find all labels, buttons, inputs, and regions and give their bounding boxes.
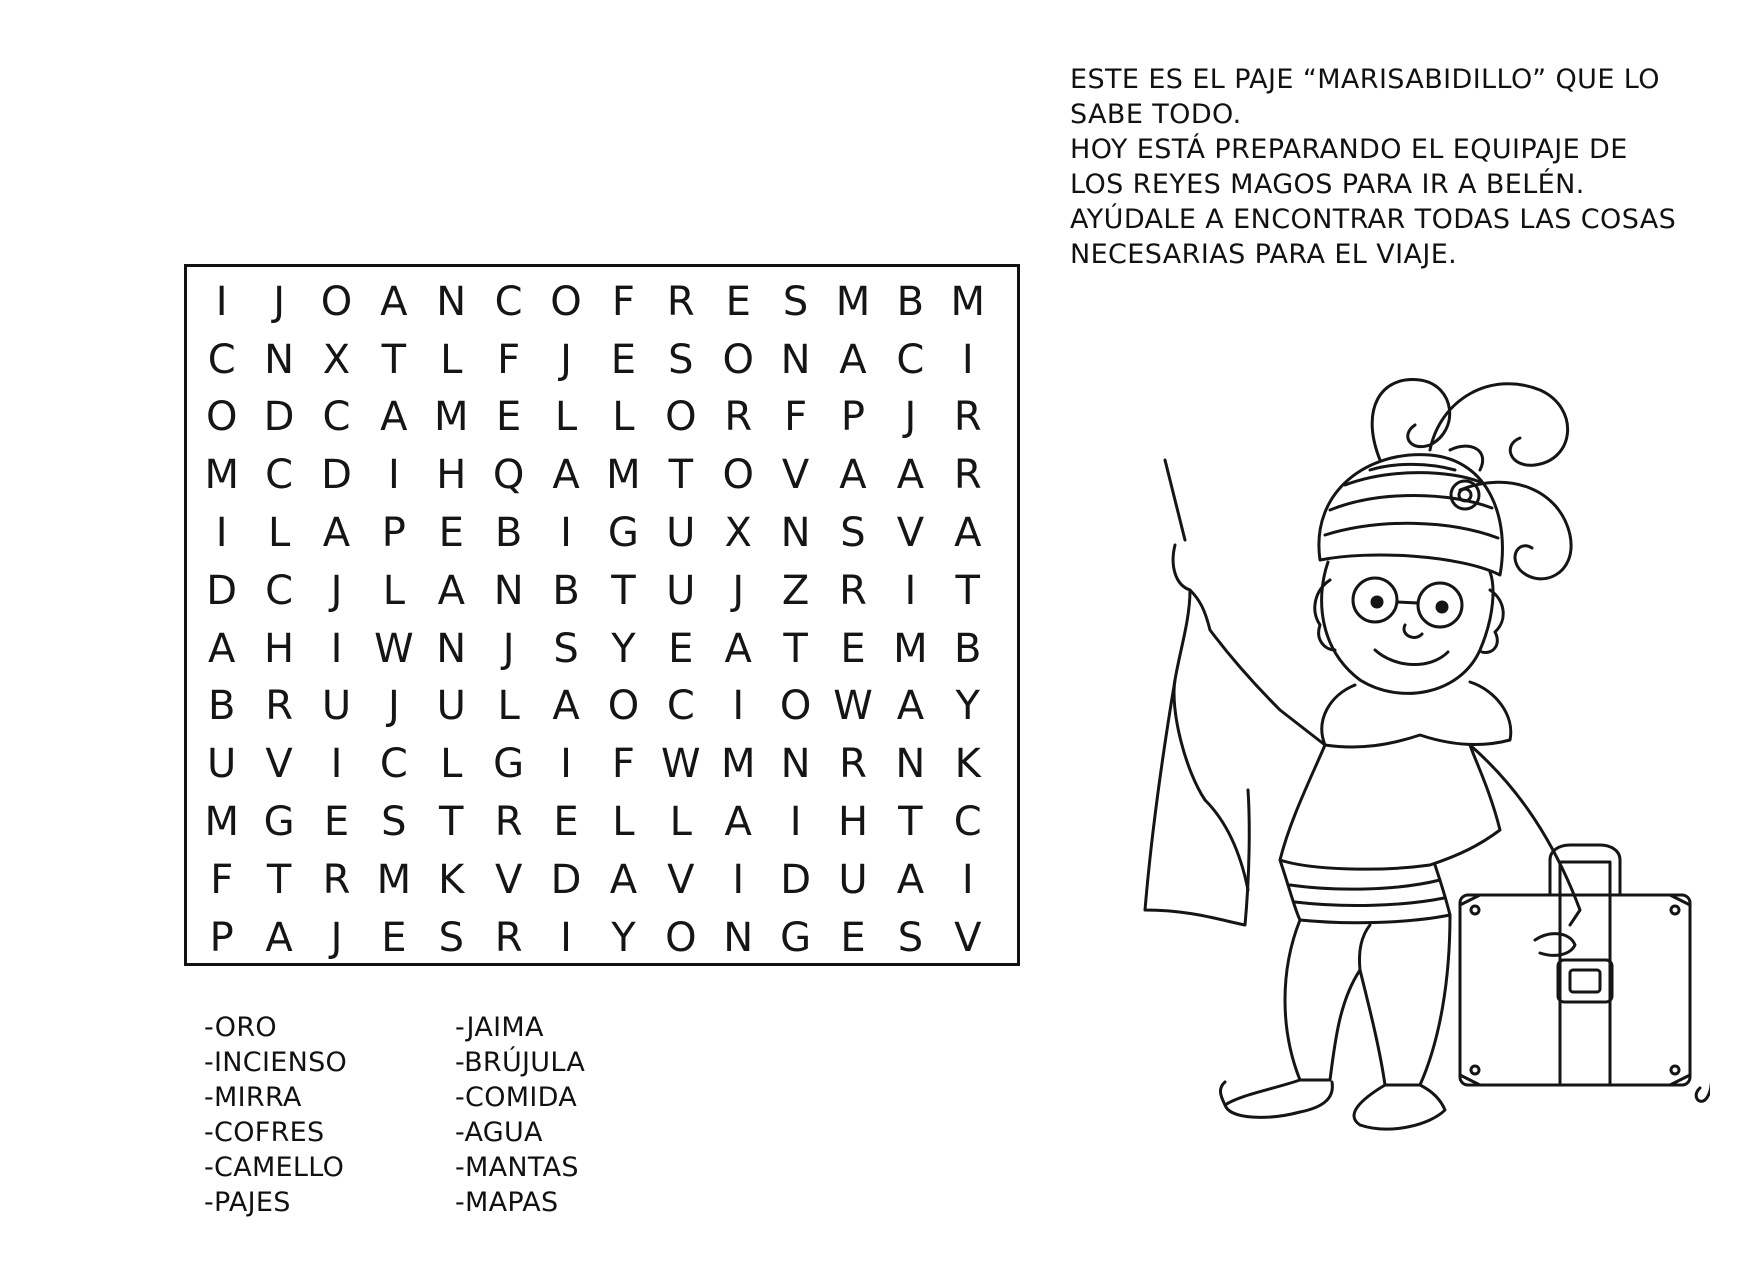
grid-letter: B xyxy=(954,625,982,672)
suitcase-strap xyxy=(1560,895,1610,1085)
grid-letter: L xyxy=(440,336,463,383)
grid-letter: B xyxy=(494,510,523,557)
suitcase-buckle xyxy=(1558,960,1612,1002)
grid-letter: E xyxy=(840,914,866,961)
grid-letter: O xyxy=(779,683,812,730)
grid-letter: L xyxy=(612,799,635,846)
grid-letter: J xyxy=(273,278,285,325)
grid-letter: S xyxy=(897,914,924,961)
grid-letter: I xyxy=(732,856,745,903)
grid-letter: L xyxy=(440,741,463,788)
grid-letter: A xyxy=(380,394,408,441)
hand-on-suitcase xyxy=(1535,934,1575,956)
grid-letter: W xyxy=(661,741,701,788)
grid-letter: V xyxy=(781,452,810,499)
instruction-line: HOY ESTÁ PREPARANDO EL EQUIPAJE DE xyxy=(1070,134,1628,165)
grid-letter: A xyxy=(724,799,752,846)
word-list-item: -COFRES xyxy=(204,1117,325,1148)
grid-letter: V xyxy=(896,510,925,557)
instruction-line: LOS REYES MAGOS PARA IR A BELÉN. xyxy=(1070,169,1585,200)
grid-letter: T xyxy=(898,799,923,846)
grid-letter: A xyxy=(265,914,293,961)
head xyxy=(1322,562,1493,693)
grid-letter: Y xyxy=(611,914,636,961)
grid-letter: I xyxy=(961,336,974,383)
left-shoe xyxy=(1225,1080,1332,1117)
tunic xyxy=(1280,745,1500,869)
grid-letter: R xyxy=(494,914,523,961)
grid-letter: D xyxy=(321,452,352,499)
grid-letter: M xyxy=(204,799,239,846)
grid-letter: I xyxy=(215,278,228,325)
grid-letter: T xyxy=(783,625,808,672)
page-character-illustration xyxy=(1130,350,1710,1210)
grid-letter: A xyxy=(896,452,925,499)
word-list-item: -COMIDA xyxy=(455,1082,577,1113)
instruction-text xyxy=(1070,62,1740,272)
grid-letter: M xyxy=(835,278,871,325)
grid-letter: G xyxy=(263,799,295,846)
grid-letter: E xyxy=(496,394,522,441)
grid-letter: J xyxy=(560,336,572,383)
grid-letter: R xyxy=(494,799,523,846)
grid-letter: M xyxy=(893,625,928,672)
grid-letter: P xyxy=(840,394,866,441)
grid-letter: L xyxy=(497,683,520,730)
grid-letter: A xyxy=(896,683,925,730)
grid-letter: W xyxy=(374,625,414,672)
grid-letter: D xyxy=(550,856,582,903)
grid-letter: S xyxy=(553,625,579,672)
grid-letter: Q xyxy=(492,452,525,499)
grid-letter: U xyxy=(436,683,466,730)
grid-letter: E xyxy=(438,510,464,557)
grid-letter: I xyxy=(904,567,917,614)
grid-letter: G xyxy=(780,914,812,961)
grid-letter: W xyxy=(833,683,873,730)
grid-letter: L xyxy=(669,799,692,846)
feather-plume xyxy=(1430,384,1568,466)
grid-letter: B xyxy=(552,567,580,614)
grid-letter: O xyxy=(607,683,640,730)
grid-letter: J xyxy=(330,914,343,961)
grid-letter: A xyxy=(896,856,925,903)
grid-letter: T xyxy=(381,336,407,383)
grid-letter: L xyxy=(554,394,578,441)
grid-letter: M xyxy=(606,452,641,499)
grid-letter: M xyxy=(376,856,412,903)
grid-letter: O xyxy=(722,452,754,499)
grid-letter: A xyxy=(954,510,982,557)
trousers xyxy=(1285,915,1450,1085)
grid-letter: F xyxy=(611,278,635,325)
grid-letter: I xyxy=(560,510,572,557)
grid-letter: V xyxy=(954,914,982,961)
word-list-item: -JAIMA xyxy=(455,1012,544,1043)
grid-letter: V xyxy=(667,856,695,903)
grid-letter: Y xyxy=(955,683,980,730)
grid-letter: B xyxy=(896,278,925,325)
grid-letter: X xyxy=(322,336,351,383)
grid-letter: E xyxy=(610,336,637,383)
grid-letter: T xyxy=(611,567,636,614)
grid-letter: O xyxy=(205,394,238,441)
grid-letter: L xyxy=(267,510,291,557)
grid-letter: S xyxy=(381,799,407,846)
artist-signature xyxy=(1696,1040,1710,1102)
grid-letter: R xyxy=(666,278,695,325)
word-list-item: -MIRRA xyxy=(204,1082,302,1113)
grid-letter: K xyxy=(438,856,465,903)
word-list-item: -AGUA xyxy=(455,1117,543,1148)
grid-letter: L xyxy=(612,394,635,441)
word-list-item: -MANTAS xyxy=(455,1152,579,1183)
grid-letter: C xyxy=(265,452,294,499)
grid-letter: P xyxy=(209,914,234,961)
grid-letter: D xyxy=(263,394,295,441)
word-list-item: -MAPAS xyxy=(455,1187,559,1218)
grid-letter: Y xyxy=(611,625,636,672)
grid-letter: O xyxy=(665,394,697,441)
grid-letter: A xyxy=(437,567,465,614)
instruction-line: NECESARIAS PARA EL VIAJE. xyxy=(1070,239,1458,270)
grid-letter: K xyxy=(954,741,981,788)
grid-letter: O xyxy=(722,336,754,383)
instruction-line: ESTE ES EL PAJE “MARISABIDILLO” QUE LO xyxy=(1070,64,1660,95)
grid-letter: O xyxy=(665,914,697,961)
grid-letter: I xyxy=(560,741,572,788)
grid-letter: D xyxy=(780,856,811,903)
grid-letter: J xyxy=(330,567,343,614)
grid-letter: U xyxy=(838,856,868,903)
grid-letter: I xyxy=(789,799,802,846)
grid-letter: N xyxy=(436,625,467,672)
grid-letter: R xyxy=(322,856,351,903)
grid-letter: A xyxy=(724,625,752,672)
grid-letter: U xyxy=(321,683,352,730)
grid-letter: I xyxy=(330,625,343,672)
grid-letter: C xyxy=(379,741,408,788)
grid-letter: I xyxy=(961,856,974,903)
grid-letter: L xyxy=(382,567,406,614)
grid-letter: I xyxy=(215,510,228,557)
grid-letter: P xyxy=(381,510,406,557)
grid-letter: E xyxy=(381,914,407,961)
grid-letter: R xyxy=(953,452,982,499)
grid-letter: C xyxy=(265,567,294,614)
grid-letter: A xyxy=(609,856,638,903)
grid-letter: S xyxy=(840,510,866,557)
word-list-item: -BRÚJULA xyxy=(455,1047,586,1078)
grid-letter: G xyxy=(493,741,525,788)
grid-letter: C xyxy=(322,394,351,441)
letter-grid xyxy=(193,273,996,967)
grid-letter: A xyxy=(552,683,580,730)
grid-letter: F xyxy=(611,741,635,788)
grid-letter: O xyxy=(320,278,353,325)
cape xyxy=(1145,680,1249,925)
grid-letter: A xyxy=(322,510,351,557)
grid-letter: A xyxy=(552,452,580,499)
word-list-item: -CAMELLO xyxy=(204,1152,345,1183)
word-list-column-1 xyxy=(204,1010,347,1220)
grid-letter: I xyxy=(330,741,343,788)
turban-jewel xyxy=(1451,481,1479,509)
word-list-item: -PAJES xyxy=(204,1187,291,1218)
grid-letter: E xyxy=(553,799,579,846)
grid-letter: H xyxy=(264,625,295,672)
grid-letter: F xyxy=(210,856,234,903)
raised-arm xyxy=(1173,545,1190,680)
grid-letter: U xyxy=(207,741,237,788)
grid-letter: I xyxy=(387,452,400,499)
grid-letter: Z xyxy=(781,567,810,614)
grid-letter: N xyxy=(780,741,811,788)
grid-letter: G xyxy=(607,510,639,557)
grid-letter: M xyxy=(720,741,756,788)
grid-letter: J xyxy=(387,683,400,730)
grid-letter: E xyxy=(725,278,751,325)
grid-letter: C xyxy=(953,799,982,846)
grid-letter: S xyxy=(782,278,809,325)
grid-letter: M xyxy=(434,394,469,441)
word-list-column-2 xyxy=(455,1010,585,1220)
grid-letter: T xyxy=(439,799,464,846)
instruction-line: SABE TODO. xyxy=(1070,99,1242,130)
grid-letter: A xyxy=(380,278,408,325)
grid-letter: R xyxy=(265,683,293,730)
grid-letter: R xyxy=(724,394,753,441)
grid-letter: H xyxy=(436,452,467,499)
pointing-wand xyxy=(1165,460,1185,540)
suitcase xyxy=(1460,895,1690,1085)
grid-letter: O xyxy=(550,278,582,325)
grid-letter: I xyxy=(560,914,572,961)
right-shoe xyxy=(1354,1085,1445,1129)
grid-letter: C xyxy=(666,683,695,730)
grid-letter: U xyxy=(666,510,696,557)
grid-letter: N xyxy=(780,510,811,557)
grid-letter: D xyxy=(206,567,238,614)
grid-letter: I xyxy=(732,683,745,730)
grid-letter: C xyxy=(494,278,523,325)
grid-letter: R xyxy=(953,394,982,441)
word-list-item: -ORO xyxy=(204,1012,277,1043)
grid-letter: B xyxy=(207,683,236,730)
grid-letter: T xyxy=(266,856,292,903)
grid-letter: S xyxy=(438,914,464,961)
grid-letter: E xyxy=(840,625,866,672)
grid-letter: U xyxy=(666,567,696,614)
grid-letter: N xyxy=(780,336,811,383)
grid-letter: F xyxy=(497,336,521,383)
grid-letter: N xyxy=(493,567,524,614)
grid-letter: A xyxy=(208,625,236,672)
grid-letter: C xyxy=(896,336,925,383)
grid-letter: N xyxy=(264,336,295,383)
grid-letter: H xyxy=(837,799,869,846)
grid-letter: V xyxy=(494,856,523,903)
grid-letter: V xyxy=(265,741,293,788)
grid-letter: A xyxy=(839,452,867,499)
grid-letter: R xyxy=(839,567,867,614)
grid-letter: N xyxy=(723,914,754,961)
grid-letter: J xyxy=(502,625,515,672)
grid-letter: E xyxy=(323,799,350,846)
word-list-item: -INCIENSO xyxy=(204,1047,348,1078)
grid-letter: R xyxy=(839,741,867,788)
grid-letter: A xyxy=(839,336,867,383)
instruction-line: AYÚDALE A ENCONTRAR TODAS LAS COSAS xyxy=(1070,204,1677,235)
grid-letter: J xyxy=(904,394,917,441)
word-search-puzzle xyxy=(184,264,1020,966)
grid-letter: N xyxy=(436,278,467,325)
grid-letter: C xyxy=(207,336,236,383)
grid-letter: T xyxy=(955,567,980,614)
grid-letter: X xyxy=(724,510,752,557)
feather-plume xyxy=(1372,380,1450,460)
grid-letter: F xyxy=(784,394,808,441)
grid-letter: E xyxy=(668,625,694,672)
grid-letter: N xyxy=(895,741,926,788)
grid-letter: M xyxy=(204,452,239,499)
grid-letter: M xyxy=(950,278,986,325)
grid-letter: J xyxy=(732,567,745,614)
grid-letter: T xyxy=(668,452,694,499)
grid-letter: S xyxy=(668,336,694,383)
